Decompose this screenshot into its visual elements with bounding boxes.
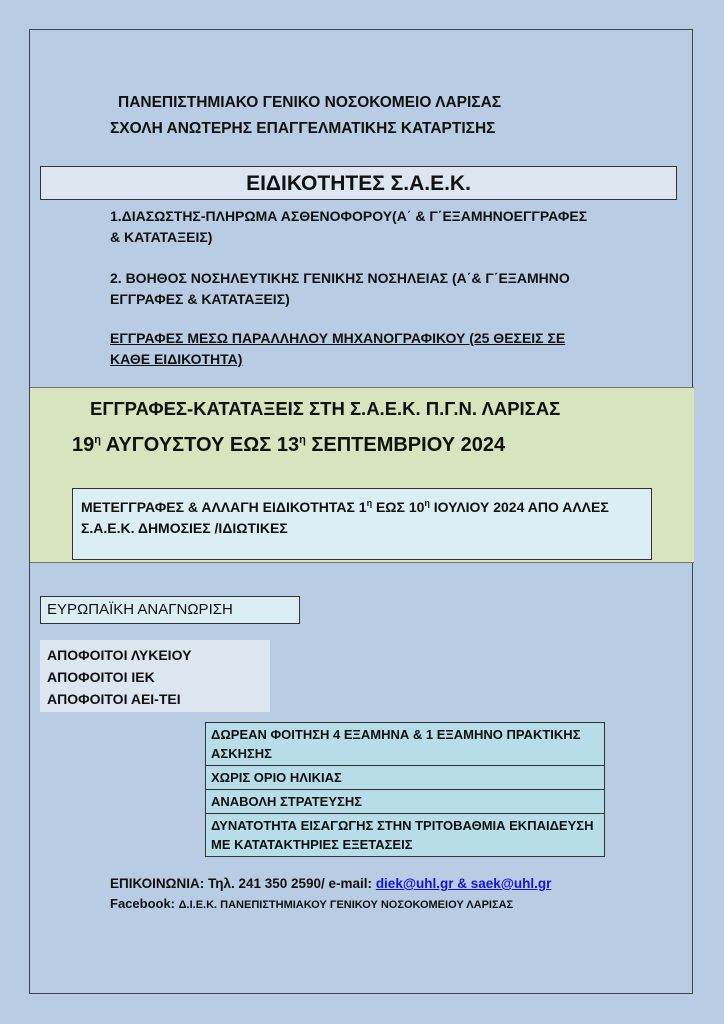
email-link[interactable]: diek@uhl.gr & saek@uhl.gr (375, 876, 552, 891)
specialty-item-2: 2. ΒΟΗΘΟΣ ΝΟΣΗΛΕΥΤΙΚΗΣ ΓΕΝΙΚΗΣ ΝΟΣΗΛΕΙΑΣ (Α΄& Γ΄ΕΞΑΜΗΝΟ ΕΓΓΡΑΦΕΣ & ΚΑΤΑΤΑΞΕΙΣ) (110, 270, 570, 307)
registration-heading: ΕΓΓΡΑΦΕΣ-ΚΑΤΑΤΑΞΕΙΣ ΣΤΗ Σ.Α.Ε.Κ. Π.Γ.Ν. ΛΑΡΙΣΑΣ (90, 398, 561, 419)
european-recognition: ΕΥΡΩΠΑΪΚΗ ΑΝΑΓΝΩΡΙΣΗ (40, 596, 300, 624)
ordinal-start: η (94, 434, 101, 446)
contact-line (110, 874, 551, 894)
benefit-row: ΧΩΡΙΣ ΟΡΙΟ ΗΛΙΚΙΑΣ (206, 766, 604, 790)
specialties-title: ΕΙΔΙΚΟΤΗΤΕΣ Σ.Α.Ε.Κ. (40, 166, 677, 200)
hospital-name: ΠΑΝΕΠΙΣΤΗΜΙΑΚΟ ΓΕΝΙΚΟ ΝΟΣΟΚΟΜΕΙΟ ΛΑΡΙΣΑΣ (118, 94, 502, 111)
date-middle: ΑΥΓΟΥΣΤΟΥ ΕΩΣ 13 (100, 434, 300, 456)
school-name: ΣΧΟΛΗ ΑΝΩΤΕΡΗΣ ΕΠΑΓΓΕΛΜΑΤΙΚΗΣ ΚΑΤΑΡΤΙΣΗΣ (110, 120, 496, 137)
benefits-table (205, 722, 605, 857)
specialty-item-1: 1.ΔΙΑΣΩΣΤΗΣ-ΠΛΗΡΩΜΑ ΑΣΘΕΝΟΦΟΡΟΥ(Α΄ & Γ΄ΕΞΑΜΗΝΟΕΓΓΡΑΦΕΣ & ΚΑΤΑΤΑΞΕΙΣ) (110, 208, 588, 245)
contact-label: ΕΠΙΚΟΙΝΩΝΙΑ: Τηλ. 241 350 2590/ e-mail: (110, 876, 376, 891)
facebook-value: Δ.Ι.Ε.Κ. ΠΑΝΕΠΙΣΤΗΜΙΑΚΟΥ ΓΕΝΙΚΟΥ ΝΟΣΟΚΟΜΕΙΟΥ ΛΑΡΙΣΑΣ (178, 899, 514, 911)
start-day: 19 (72, 434, 95, 456)
ordinal-end: η (299, 434, 306, 446)
date-end: ΣΕΠΤΕΜΒΡΙΟΥ 2024 (305, 434, 506, 456)
benefit-row: ΔΩΡΕΑΝ ΦΟΙΤΗΣΗ 4 ΕΞΑΜΗΝΑ & 1 ΕΞΑΜΗΝΟ ΠΡΑΚΤΙΚΗΣ ΑΣΚΗΣΗΣ (206, 723, 604, 766)
transfers-ordinal-1: η (366, 498, 373, 508)
graduates-item: ΑΠΟΦΟΙΤΟΙ ΑΕΙ-ΤΕΙ (47, 691, 181, 707)
benefit-row: ΑΝΑΒΟΛΗ ΣΤΡΑΤΕΥΣΗΣ (206, 790, 604, 814)
transfers-box (72, 488, 652, 560)
facebook-label: Facebook: (110, 896, 179, 911)
graduates-box (40, 640, 270, 712)
registration-dates (72, 426, 505, 459)
transfers-ordinal-2: η (424, 498, 430, 508)
benefit-row: ΔΥΝΑΤΟΤΗΤΑ ΕΙΣΑΓΩΓΗΣ ΣΤΗΝ ΤΡΙΤΟΒΑΘΜΙΑ ΕΚΠΑΙΔΕΥΣΗ ΜΕ ΚΑΤΑΤΑΚΤΗΡΙΕΣ ΕΞΕΤΑΣΕΙΣ (206, 814, 604, 856)
graduates-item: ΑΠΟΦΟΙΤΟΙ ΛΥΚΕΙΟΥ (47, 647, 192, 663)
transfers-part3: ΙΟΥΛΙΟΥ 2024 ΑΠΟ ΑΛΛΕΣ Σ.Α.Ε.Κ. ΔΗΜΟΣΙΕΣ /ΙΔΙΩΤΙΚΕΣ (81, 499, 609, 536)
parallel-registration-note: ΕΓΓΡΑΦΕΣ ΜΕΣΩ ΠΑΡΑΛΛΗΛΟΥ ΜΗΧΑΝΟΓΡΑΦΙΚΟΥ (25 ΘΕΣΕΙΣ ΣΕ ΚΑΘΕ ΕΙΔΙΚΟΤΗΤΑ) (110, 330, 566, 367)
facebook-line (110, 894, 513, 915)
transfers-part1: ΜΕΤΕΓΓΡΑΦΕΣ & ΑΛΛΑΓΗ ΕΙΔΙΚΟΤΗΤΑΣ 1 (81, 499, 367, 515)
transfers-part2: ΕΩΣ 10 (372, 499, 425, 515)
graduates-item: ΑΠΟΦΟΙΤΟΙ ΙΕΚ (47, 669, 155, 685)
